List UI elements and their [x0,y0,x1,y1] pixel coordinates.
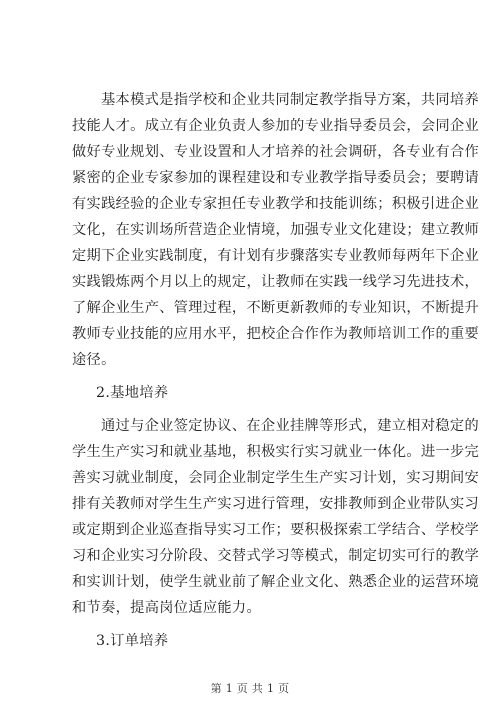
text-line: 或定期到企业巡查指导实习工作；要积极探索工学结合、学校学 [72,522,480,538]
section-heading-base-training: 2.基地培养 [96,385,169,401]
text-line: 途径。 [72,352,116,368]
text-line: 做好专业规划、专业设置和人才培养的社会调研，各专业有合作 [72,144,480,160]
text-line: 紧密的企业专家参加的课程建设和专业教学指导委员会；要聘请 [72,170,480,186]
document-body [0,87,500,661]
text-line: 基本模式是指学校和企业共同制定教学指导方案，共同培养 [101,92,479,108]
text-line: 通过与企业签定协议、在企业挂牌等形式，建立相对稳定的 [101,418,479,434]
text-line: 善实习就业制度，会同企业制定学生生产实习计划，实习期间安 [72,470,480,486]
text-line: 了解企业生产、管理过程，不断更新教师的专业知识，不断提升 [72,300,480,316]
text-line: 和节奏，提高岗位适应能力。 [72,600,261,616]
text-line: 学生生产实习和就业基地，积极实行实习就业一体化。进一步完 [72,444,480,460]
page-number-footer: 第 1 页 共 1 页 [210,682,290,695]
text-line: 技能人才。成立有企业负责人参加的专业指导委员会，会同企业 [72,118,480,134]
text-line: 定期下企业实践制度，有计划有步骤落实专业教师每两年下企业 [72,248,480,264]
text-line: 和实训计划，使学生就业前了解企业文化、熟悉企业的运营环境 [72,574,480,590]
text-line: 有实践经验的企业专家担任专业教学和技能训练；积极引进企业 [72,196,480,212]
text-line: 教师专业技能的应用水平，把校企合作作为教师培训工作的重要 [72,326,480,342]
text-line: 习和企业实习分阶段、交替式学习等模式，制定切实可行的教学 [72,548,480,564]
text-line: 文化，在实训场所营造企业情境，加强专业文化建设；建立教师 [72,222,480,238]
text-line: 实践锻炼两个月以上的规定，让教师在实践一线学习先进技术， [72,274,480,290]
paragraph-basic-mode [0,87,500,373]
paragraph-base-training [0,413,500,621]
text-line: 排有关教师对学生生产实习进行管理，安排教师到企业带队实习 [72,496,480,512]
section-heading-order-training: 3.订单培养 [96,633,169,649]
